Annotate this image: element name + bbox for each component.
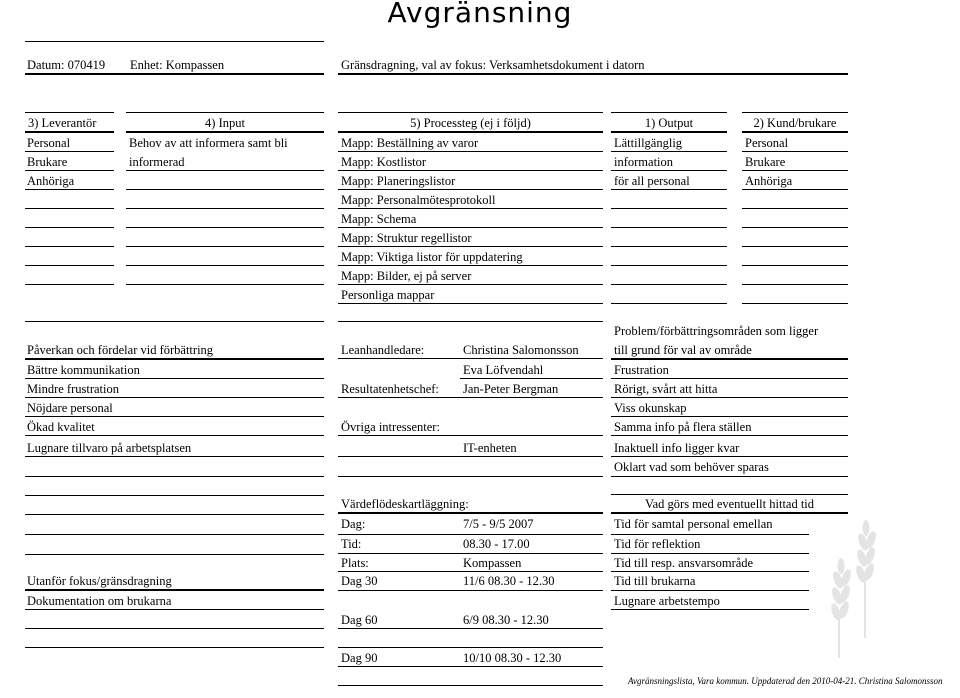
rule	[611, 208, 727, 209]
rule	[742, 265, 848, 266]
list-item: Mapp: Viktiga listor för uppdatering	[341, 250, 523, 264]
rule	[25, 514, 324, 515]
vardeflode-value: 6/9 08.30 - 12.30	[463, 613, 549, 627]
rule	[611, 358, 848, 360]
datum-field: Datum: 070419	[27, 58, 106, 72]
gransdragning-field: Gränsdragning, val av fokus: Verksamhetsdokument i datorn	[341, 58, 645, 72]
list-item: Dokumentation om brukarna	[27, 594, 172, 608]
input-header: 4) Input	[205, 116, 245, 130]
list-item: Lugnare arbetstempo	[614, 594, 720, 608]
rule	[25, 151, 114, 152]
list-item: Behov av att informera samt bli	[129, 136, 288, 150]
rule	[338, 151, 603, 152]
rule	[25, 554, 324, 555]
rule	[611, 609, 809, 610]
rule	[25, 628, 324, 629]
rule	[25, 265, 114, 266]
vardeflode-value: 7/5 - 9/5 2007	[463, 517, 534, 531]
rule	[611, 435, 848, 436]
list-item: Lugnare tillvaro på arbetsplatsen	[27, 441, 192, 455]
rule	[611, 534, 809, 535]
utanfor-header: Utanför fokus/gränsdragning	[27, 574, 172, 588]
rule	[611, 284, 727, 285]
list-item: Ökad kvalitet	[27, 420, 95, 434]
list-item: Mapp: Kostlistor	[341, 155, 427, 169]
rule	[25, 131, 114, 133]
rule	[338, 571, 603, 572]
rule	[742, 151, 848, 152]
rule	[338, 666, 603, 667]
list-item: Frustration	[614, 363, 669, 377]
list-item: Personal	[27, 136, 71, 150]
rule	[338, 131, 603, 133]
list-item: Bättre kommunikation	[27, 363, 140, 377]
rule	[742, 131, 848, 133]
rule	[338, 553, 603, 554]
rule	[611, 476, 848, 477]
rule	[611, 456, 848, 457]
vadgors-header: Vad görs med eventuellt hittad tid	[644, 497, 815, 511]
list-item: Inaktuell info ligger kvar	[614, 441, 740, 455]
wheat-icon	[818, 520, 888, 660]
rule	[611, 397, 848, 398]
list-item: Personliga mappar	[341, 288, 435, 302]
processsteg-header: 5) Processteg (ej i följd)	[410, 116, 531, 130]
rule	[126, 265, 324, 266]
vardeflode-header: Värdeflödeskartläggning:	[341, 497, 469, 511]
rule	[338, 321, 603, 322]
resultatenhetschef-label: Resultatenhetschef:	[341, 382, 439, 396]
rule	[25, 647, 324, 648]
rule	[25, 476, 324, 477]
rule	[338, 170, 603, 171]
rule	[611, 170, 727, 171]
list-item: Tid till resp. ansvarsområde	[614, 556, 754, 570]
rule	[742, 246, 848, 247]
list-item: Mindre frustration	[27, 382, 119, 396]
rule	[611, 303, 727, 304]
list-item: Brukare	[27, 155, 68, 169]
rule	[25, 378, 324, 379]
list-item: Oklart vad som behöver sparas	[614, 460, 769, 474]
rule	[338, 227, 603, 228]
rule	[742, 170, 848, 171]
paverkan-header: Påverkan och fördelar vid förbättring	[27, 343, 214, 357]
rule	[25, 456, 324, 457]
rule	[25, 41, 324, 42]
leanhandledare-name: Christina Salomonsson	[463, 343, 579, 357]
list-item: för all personal	[614, 174, 690, 188]
rule	[742, 208, 848, 209]
list-item: informerad	[129, 155, 185, 169]
footer-note: Avgränsningslista, Vara kommun. Uppdaterad den 2010-04-21. Christina Salomonsson	[628, 676, 943, 686]
rule	[25, 170, 114, 171]
rule	[25, 227, 114, 228]
rule	[611, 512, 848, 514]
rule	[25, 534, 324, 535]
rule	[25, 397, 324, 398]
rule	[25, 189, 114, 190]
rule	[25, 246, 114, 247]
rule	[742, 112, 848, 113]
rule	[338, 435, 603, 436]
list-item: information	[614, 155, 674, 169]
rule	[611, 553, 809, 554]
rule	[338, 397, 603, 398]
rule	[338, 265, 603, 266]
list-item: Brukare	[745, 155, 786, 169]
rule	[338, 512, 603, 514]
rule	[338, 246, 603, 247]
list-item: Viss okunskap	[614, 401, 687, 415]
rule	[126, 112, 324, 113]
rule	[611, 131, 727, 133]
rule	[611, 416, 848, 417]
rule	[338, 590, 603, 591]
list-item: Lättillgänglig	[614, 136, 683, 150]
rule	[611, 227, 727, 228]
rule	[611, 590, 809, 591]
list-item: Mapp: Schema	[341, 212, 417, 226]
rule	[25, 495, 324, 496]
resultatenhetschef-name: Jan-Peter Bergman	[463, 382, 559, 396]
vardeflode-label: Plats:	[341, 556, 369, 570]
rule	[338, 685, 603, 686]
rule	[742, 284, 848, 285]
rule	[126, 208, 324, 209]
list-item: Tid för reflektion	[614, 537, 701, 551]
list-item: Mapp: Personalmötesprotokoll	[341, 193, 496, 207]
rule	[126, 189, 324, 190]
rule	[742, 189, 848, 190]
list-item: Anhöriga	[27, 174, 75, 188]
rule	[611, 246, 727, 247]
list-item: Tid till brukarna	[614, 574, 696, 588]
list-item: Anhöriga	[745, 174, 793, 188]
rule	[25, 435, 324, 436]
rule	[126, 131, 324, 133]
list-item: Samma info på flera ställen	[614, 420, 752, 434]
rule	[460, 378, 603, 379]
rule	[25, 112, 114, 113]
list-item: Tid för samtal personal emellan	[614, 517, 773, 531]
rule	[611, 494, 848, 495]
leanhandledare-label: Leanhandledare:	[341, 343, 425, 357]
rule	[25, 589, 324, 591]
rule	[338, 208, 603, 209]
problem-header-2: till grund för val av område	[614, 343, 752, 357]
vardeflode-label: Dag 30	[341, 574, 378, 588]
rule	[611, 189, 727, 190]
rule	[742, 303, 848, 304]
list-item: Mapp: Bilder, ej på server	[341, 269, 472, 283]
list-item: Personal	[745, 136, 789, 150]
vardeflode-value: Kompassen	[463, 556, 522, 570]
list-item: Mapp: Beställning av varor	[341, 136, 479, 150]
rule	[25, 609, 324, 610]
vardeflode-label: Dag 90	[341, 651, 378, 665]
leanhandledare-name-2: Eva Löfvendahl	[463, 363, 544, 377]
page-title: Avgränsning	[387, 0, 573, 29]
rule	[338, 456, 603, 457]
kund-header: 2) Kund/brukare	[753, 116, 837, 130]
output-header: 1) Output	[644, 116, 694, 130]
rule	[126, 284, 324, 285]
vardeflode-label: Tid:	[341, 537, 362, 551]
list-item: Mapp: Struktur regellistor	[341, 231, 472, 245]
list-item: Mapp: Planeringslistor	[341, 174, 456, 188]
rule	[338, 647, 603, 648]
problem-header: Problem/förbättringsområden som ligger	[614, 324, 819, 338]
rule	[338, 628, 603, 629]
list-item: Nöjdare personal	[27, 401, 113, 415]
ovriga-label: Övriga intressenter:	[341, 420, 440, 434]
rule	[338, 534, 603, 535]
rule	[338, 73, 848, 75]
rule	[611, 571, 809, 572]
rule	[611, 265, 727, 266]
enhet-field: Enhet: Kompassen	[130, 58, 225, 72]
rule	[611, 151, 727, 152]
rule	[25, 284, 114, 285]
rule	[25, 358, 324, 360]
rule	[338, 476, 603, 477]
rule	[611, 112, 727, 113]
rule	[338, 358, 603, 359]
leverantor-header: 3) Leverantör	[28, 116, 97, 130]
rule	[742, 227, 848, 228]
rule	[338, 189, 603, 190]
list-item: Rörigt, svårt att hitta	[614, 382, 718, 396]
rule	[25, 73, 324, 75]
vardeflode-value: 08.30 - 17.00	[463, 537, 530, 551]
vardeflode-value: 11/6 08.30 - 12.30	[463, 574, 555, 588]
rule	[338, 303, 603, 304]
vardeflode-value: 10/10 08.30 - 12.30	[463, 651, 562, 665]
rule	[25, 208, 114, 209]
vardeflode-label: Dag:	[341, 517, 366, 531]
rule	[338, 112, 603, 113]
rule	[126, 227, 324, 228]
ovriga-value: IT-enheten	[463, 441, 517, 455]
rule	[338, 284, 603, 285]
rule	[25, 321, 324, 322]
rule	[126, 170, 324, 171]
rule	[126, 246, 324, 247]
rule	[611, 378, 848, 379]
vardeflode-label: Dag 60	[341, 613, 378, 627]
rule	[25, 416, 324, 417]
